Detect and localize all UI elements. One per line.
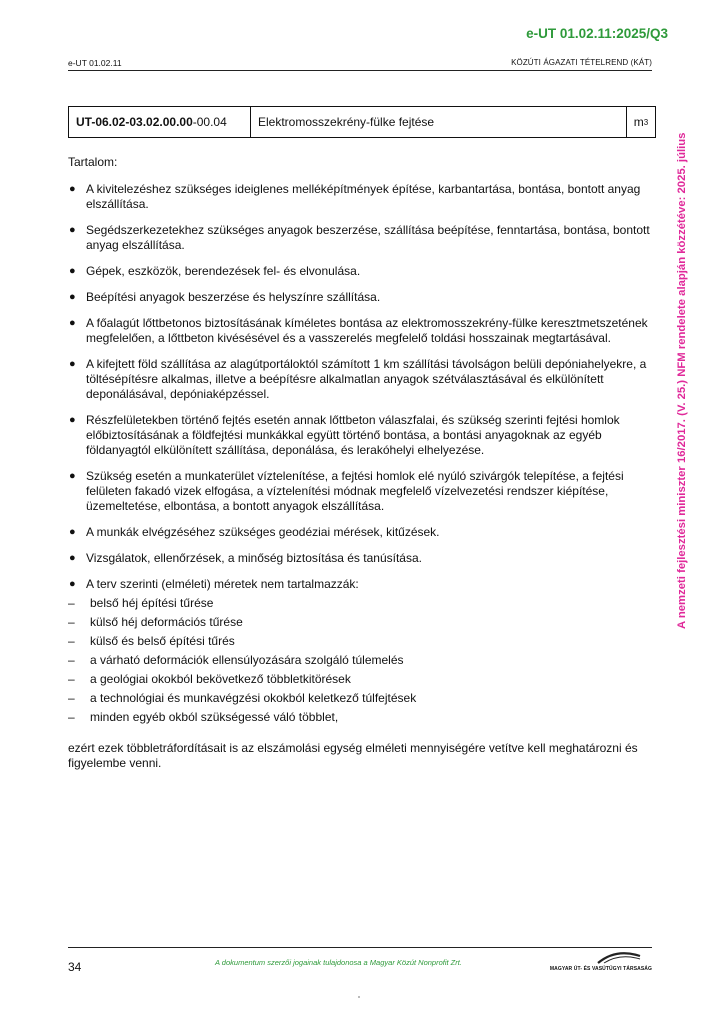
list-item: ● Beépítési anyagok beszerzése és helyszínre szállítása.	[69, 290, 381, 304]
publication-side-note: A nemzeti fejlesztési miniszter 16/2017. (V. 25.) NFM rendelete alapján közzétéve: 2025. július	[676, 132, 688, 629]
list-item: ● Segédszerkezetekhez szükséges anyagok beszerzése, szállítása beépítése, fenntartása, bontása, bontott anyag elszállítása.	[69, 223, 650, 252]
header-right-title: KÖZÚTI ÁGAZATI TÉTELREND (KÁT)	[511, 58, 652, 67]
page-number: 34	[68, 960, 82, 974]
list-item: ● A kifejtett föld szállítása az alagútportáloktól számított 1 km szállítási távolságon belüli depóniahelyekre, a töltésépítésre alkalmas, illetve a beépítésre alkalmatlan anyagok szétválasztásával és elkülönített deponálásával, depóniaképzéssel.	[69, 357, 647, 401]
list-item: – belső héj építési tűrése	[68, 596, 214, 610]
list-item: ● Vizsgálatok, ellenőrzések, a minőség biztosítása és tanúsítása.	[69, 551, 422, 565]
bullet-icon: ●	[69, 265, 76, 277]
society-logo	[549, 950, 652, 972]
bullet-icon: ●	[69, 414, 76, 426]
bullet-icon: ●	[69, 317, 76, 329]
header-divider	[68, 70, 652, 71]
list-item: ● A munkák elvégzéséhez szükséges geodéziai mérések, kitűzések.	[69, 525, 440, 539]
item-unit-exponent: 3	[643, 117, 649, 127]
list-item: – a várható deformációk ellensúlyozására szolgáló túlemelés	[68, 653, 404, 667]
list-item: – külső és belső építési tűrés	[68, 634, 235, 648]
road-arc-icon	[596, 950, 642, 964]
bullet-icon: ●	[69, 552, 76, 564]
header-left-code: e-UT 01.02.11	[68, 58, 122, 68]
list-item: – külső héj deformációs tűrése	[68, 615, 243, 629]
dash-icon: –	[68, 634, 75, 648]
item-unit-cell	[627, 107, 655, 137]
decorative-dot	[358, 996, 360, 998]
footer-divider	[68, 947, 652, 948]
bullet-icon: ●	[69, 526, 76, 538]
dash-list	[68, 596, 658, 725]
copyright-notice: A dokumentum szerzői jogainak tulajdonosa a Magyar Közút Nonprofit Zrt.	[215, 958, 462, 967]
bullet-icon: ●	[69, 470, 76, 482]
item-code-cell	[69, 107, 251, 137]
logo-text: MAGYAR ÚT- ÉS VASÚTÜGYI TÁRSASÁG	[549, 966, 652, 972]
content-intro: Tartalom:	[68, 155, 118, 169]
item-title: Elektromosszekrény-fülke fejtése	[251, 107, 627, 137]
list-item: ● Gépek, eszközök, berendezések fel- és elvonulása.	[69, 264, 361, 278]
bullet-icon: ●	[69, 358, 76, 370]
item-unit: m	[633, 115, 644, 129]
item-code-suffix: -00.04	[192, 115, 227, 129]
bullet-icon: ●	[69, 578, 76, 590]
bullet-icon: ●	[69, 224, 76, 236]
bullet-icon: ●	[69, 183, 76, 195]
document-code: e-UT 01.02.11:2025/Q3	[526, 26, 668, 41]
list-item: ● A főalagút lőttbetonos biztosításának kíméletes bontása az elektromosszekrény-fülke keresztmetszetének megfelelően, a lőttbeton kivésésével és a vasszerelés megfelelő toldási hosszainak megtartásával.	[69, 316, 648, 345]
list-item: ● Részfelületekben történő fejtés esetén annak lőttbeton válaszfalai, és szükség szerinti fejtési homlok előbiztosításának a földfejtési munkákkal együtt történő bontása, a bontási anyagoknak az egyéb földanyagtól elkülönített szállítása, deponálása, és lerakóhelyi elhelyezése.	[69, 413, 620, 457]
item-content	[68, 155, 658, 783]
list-item: – a geológiai okokból bekövetkező többletkitörések	[68, 672, 351, 686]
list-item: – minden egyéb okból szükségessé váló többlet,	[68, 710, 339, 724]
item-header-table	[68, 106, 656, 138]
list-item: ● A kivitelezéshez szükséges ideiglenes melléképítmények építése, karbantartása, bontása, bontott anyag elszállítása.	[69, 182, 641, 211]
closing-paragraph: ezért ezek többletráfordításait is az elszámolási egység elméleti mennyiségére vetítve kell meghatározni és figyelembe venni.	[68, 741, 638, 770]
dash-icon: –	[68, 691, 75, 705]
list-item: ● Szükség esetén a munkaterület víztelenítése, a fejtési homlok elé nyúló szivárgók telepítése, a fejtési felületen fakadó vizek elfogása, a víztelenítési módnak megfelelő vízelvezetési rendszer kiépítése, üzemeltetése, elbontása, a bontott anyagok elszállítása.	[69, 469, 624, 513]
dash-icon: –	[68, 653, 75, 667]
bullet-icon: ●	[69, 291, 76, 303]
item-code: UT-06.02-03.02.00.00	[76, 115, 193, 129]
bullet-list	[68, 182, 658, 592]
dash-icon: –	[68, 672, 75, 686]
list-item: – a technológiai és munkavégzési okokból keletkező túlfejtések	[68, 691, 417, 705]
dash-icon: –	[68, 615, 75, 629]
dash-icon: –	[68, 710, 75, 724]
dash-icon: –	[68, 596, 75, 610]
list-item: ● A terv szerinti (elméleti) méretek nem tartalmazzák:	[69, 577, 359, 591]
